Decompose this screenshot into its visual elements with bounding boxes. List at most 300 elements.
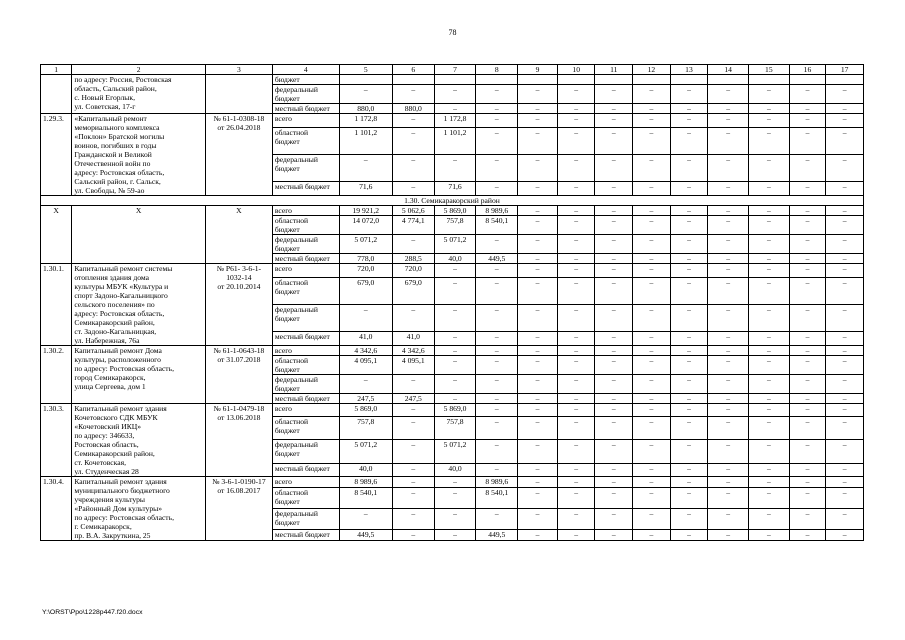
cell-text-line: бюджет [274,384,300,393]
value-cell: – [633,254,671,264]
value-cell: 5 869,0 [434,206,476,216]
value-cell: – [476,154,518,181]
document-reference [206,114,273,196]
value-cell: – [595,440,633,464]
value-cell: 757,8 [434,216,476,235]
value-cell: – [557,264,595,278]
value-cell: – [748,128,789,155]
value-cell: – [434,304,476,331]
value-cell: – [518,508,558,529]
item-number: 1.30.1. [41,264,72,346]
value-cell: – [434,508,476,529]
value-cell: – [633,104,671,114]
cell-text-line: федеральный [274,154,318,164]
value-cell: – [392,404,434,417]
value-cell: – [670,394,708,404]
table-row [41,206,864,216]
cell-text-line: бюджет [274,287,300,297]
value-cell: – [670,264,708,278]
value-cell: 5 869,0 [434,404,476,417]
value-cell: – [748,346,789,356]
value-cell: 449,5 [339,529,392,540]
value-cell: – [789,416,826,440]
value-cell: – [826,375,864,394]
table-row [41,477,864,488]
value-cell: – [748,114,789,128]
cell-text-line: всего [274,404,292,413]
value-cell: – [670,477,708,488]
value-cell: 1 172,8 [434,114,476,128]
column-number-header: 12 [633,65,671,75]
value-cell: – [392,304,434,331]
section-title: 1.30. Семикаракорский район [41,196,864,206]
value-cell: – [670,278,708,305]
value-cell: – [595,477,633,488]
value-cell: 5 071,2 [434,440,476,464]
column-number-header: 14 [708,65,749,75]
value-cell: – [789,346,826,356]
value-cell: 40,0 [434,464,476,477]
document-reference [206,346,273,404]
value-cell: 679,0 [339,278,392,305]
value-cell: – [595,181,633,195]
value-cell: 778,0 [339,254,392,264]
value-cell: 288,5 [392,254,434,264]
funding-source [272,529,339,540]
value-cell: – [633,464,671,477]
cell-text-line: Капитальный ремонт Дома [74,346,162,355]
value-cell: 5 071,2 [339,440,392,464]
value-cell [557,75,595,85]
cell-text-line: местный бюджет [274,529,330,539]
value-cell: – [708,128,749,155]
funding-source [272,356,339,375]
cell-text-line: Кочетовского СДК МБУК [74,413,158,422]
value-cell: – [789,304,826,331]
value-cell: – [748,394,789,404]
value-cell: 720,0 [392,264,434,278]
value-cell: – [595,254,633,264]
value-cell: – [708,181,749,195]
funding-source [272,304,339,331]
column-number-header: 9 [518,65,558,75]
value-cell: – [595,464,633,477]
value-cell: – [826,356,864,375]
cell-text-line: г. Семикаракорск, [74,522,132,531]
value-cell: – [476,331,518,345]
cell-text-line: адресу: Ростовская область, [74,168,165,177]
value-cell: – [557,394,595,404]
value-cell: – [708,346,749,356]
cell-text-line: «Поклон» Братской могилы [74,132,165,141]
value-cell: – [708,331,749,345]
value-cell: – [789,394,826,404]
cell-text-line: Х [135,206,142,215]
cell-text-line: Капитальный ремонт здания [74,477,167,486]
cell-text-line: местный бюджет [274,104,330,113]
value-cell: – [748,181,789,195]
value-cell: – [476,394,518,404]
column-number-header: 3 [206,65,273,75]
value-cell: – [748,508,789,529]
value-cell: – [633,154,671,181]
value-cell: – [748,488,789,509]
value-cell: – [557,235,595,254]
value-cell: – [633,404,671,417]
value-cell: – [476,356,518,375]
value-cell: 449,5 [476,529,518,540]
cell-text-line: от 20.10.2014 [217,282,261,291]
value-cell: – [748,331,789,345]
value-cell: – [826,304,864,331]
cell-text-line: всего [274,264,292,273]
value-cell: – [518,331,558,345]
value-cell: – [518,206,558,216]
value-cell: – [789,114,826,128]
value-cell [595,75,633,85]
cell-text-line: Ростовская область, [74,440,139,449]
object-name [72,206,206,264]
funding-source [272,488,339,509]
value-cell: – [476,278,518,305]
value-cell: – [557,304,595,331]
value-cell: 71,6 [339,181,392,195]
value-cell: 8 989,6 [476,206,518,216]
value-cell: – [826,278,864,305]
value-cell: – [518,488,558,509]
value-cell: – [748,416,789,440]
column-number-header: 17 [826,65,864,75]
value-cell: – [633,416,671,440]
value-cell: – [518,477,558,488]
cell-text-line: бюджет [274,313,300,323]
value-cell: 41,0 [339,331,392,345]
value-cell: – [557,529,595,540]
table-row [41,264,864,278]
value-cell: – [434,529,476,540]
value-cell: – [708,304,749,331]
cell-text-line: Семикаракорский район, [74,449,155,458]
file-path-footer: Y:\ORST\Ppo\1228p447.f20.docx [42,609,143,616]
cell-text-line: областной [274,356,309,365]
value-cell: – [670,128,708,155]
value-cell: 71,6 [434,181,476,195]
value-cell: – [518,85,558,104]
cell-text-line: по адресу: 346633, [74,431,135,440]
value-cell: – [670,464,708,477]
value-cell: – [708,254,749,264]
funding-source [272,404,339,417]
value-cell: – [789,216,826,235]
value-cell: – [476,181,518,195]
value-cell: – [633,206,671,216]
value-cell: – [826,529,864,540]
value-cell: 4 095,1 [339,356,392,375]
funding-source [272,206,339,216]
value-cell: – [708,394,749,404]
value-cell: – [670,404,708,417]
value-cell: – [670,375,708,394]
table-row [41,75,864,85]
value-cell: – [434,331,476,345]
value-cell: – [557,440,595,464]
value-cell: – [826,508,864,529]
value-cell [748,75,789,85]
value-cell: – [392,477,434,488]
cell-text-line: учреждения культуры [74,495,146,504]
value-cell: – [789,477,826,488]
cell-text-line: от 31.07.2018 [217,355,261,364]
value-cell: – [476,304,518,331]
cell-text-line: ст. Кочетовская, [74,458,126,467]
value-cell: – [708,416,749,440]
value-cell: – [708,154,749,181]
value-cell: – [708,85,749,104]
value-cell: – [557,346,595,356]
value-cell: – [633,477,671,488]
value-cell: 679,0 [392,278,434,305]
value-cell: – [518,254,558,264]
value-cell: – [748,85,789,104]
value-cell: – [339,508,392,529]
value-cell: – [434,488,476,509]
cell-text-line: местный бюджет [274,464,330,474]
value-cell: – [826,440,864,464]
cell-text-line: Х [236,206,242,215]
value-cell: – [476,114,518,128]
value-cell [434,75,476,85]
value-cell: – [557,331,595,345]
value-cell: – [789,264,826,278]
cell-text-line: с. Новый Егорлык, [74,93,135,102]
value-cell: – [670,206,708,216]
value-cell: – [392,488,434,509]
value-cell: – [557,278,595,305]
value-cell: – [518,304,558,331]
cell-text-line: ул. Студенческая 28 [74,467,139,476]
value-cell: – [557,477,595,488]
value-cell: – [595,508,633,529]
cell-text-line: федеральный [274,85,318,94]
cell-text-line: бюджет [274,497,300,507]
cell-text-line: бюджет [274,449,300,459]
value-cell: – [518,346,558,356]
value-cell: – [789,356,826,375]
value-cell: – [434,356,476,375]
value-cell: – [595,331,633,345]
column-number-header: 8 [476,65,518,75]
value-cell: – [434,85,476,104]
value-cell: – [557,114,595,128]
value-cell: 720,0 [339,264,392,278]
column-number-header: 15 [748,65,789,75]
value-cell: – [826,346,864,356]
value-cell: – [476,375,518,394]
value-cell: 247,5 [339,394,392,404]
value-cell: 5 071,2 [434,235,476,254]
item-number: Х [41,206,72,264]
value-cell: – [748,278,789,305]
value-cell: – [595,346,633,356]
table-row [41,346,864,356]
cell-text-line: «Районный Дом культуры» [74,504,163,513]
value-cell: – [789,464,826,477]
value-cell: 449,5 [476,254,518,264]
table-row [41,404,864,417]
value-cell: – [476,508,518,529]
value-cell: – [633,488,671,509]
value-cell: – [708,264,749,278]
value-cell: – [633,394,671,404]
cell-text-line: по адресу: Ростовская область, [74,364,174,373]
column-number-header: 2 [72,65,206,75]
value-cell: – [595,235,633,254]
cell-text-line: бюджет [274,137,300,147]
value-cell: – [392,508,434,529]
value-cell: – [708,104,749,114]
value-cell: – [476,440,518,464]
funding-source [272,331,339,345]
funding-source [272,440,339,464]
value-cell: 8 540,1 [476,488,518,509]
value-cell: – [518,264,558,278]
document-reference [206,477,273,541]
value-cell: – [392,154,434,181]
value-cell: – [595,114,633,128]
value-cell: – [789,128,826,155]
cell-text-line: ул. Свободы, № 59-ао [74,186,145,195]
cell-text-line: сельского поселения» по [74,300,155,309]
value-cell [789,75,826,85]
value-cell: – [595,216,633,235]
cell-text-line: отопления здания дома [74,273,150,282]
value-cell: – [670,331,708,345]
value-cell: – [633,181,671,195]
value-cell: – [518,440,558,464]
value-cell: – [595,128,633,155]
value-cell: 8 540,1 [339,488,392,509]
value-cell: – [748,304,789,331]
value-cell: – [595,416,633,440]
cell-text-line: 1032-14 [226,273,252,282]
value-cell: – [392,464,434,477]
funding-source [272,254,339,264]
cell-text-line: Семикаракорский район, [74,318,155,327]
value-cell: – [708,508,749,529]
cell-text-line: всего [274,206,292,215]
value-cell: – [826,254,864,264]
value-cell: – [557,104,595,114]
value-cell: – [826,216,864,235]
value-cell: – [633,85,671,104]
value-cell: – [595,375,633,394]
cell-text-line: Отечественной войн по [74,159,151,168]
value-cell: – [708,440,749,464]
cell-text-line: по адресу: Россия, Ростовская [74,75,172,84]
value-cell: 5 869,0 [339,404,392,417]
funding-source [272,394,339,404]
value-cell: 757,8 [339,416,392,440]
funding-source [272,181,339,195]
cell-text-line: № 61-1-0479-18 [213,404,265,413]
value-cell: 880,0 [392,104,434,114]
value-cell: – [826,331,864,345]
value-cell: – [434,477,476,488]
object-name [72,114,206,196]
document-reference [206,264,273,346]
value-cell: – [826,394,864,404]
value-cell: – [557,356,595,375]
document-reference [206,75,273,114]
value-cell: – [633,440,671,464]
value-cell: – [670,304,708,331]
value-cell: 8 989,6 [339,477,392,488]
value-cell: – [789,508,826,529]
value-cell: – [476,416,518,440]
cell-text-line: «Кочетовский ИКЦ» [74,422,142,431]
value-cell [633,75,671,85]
value-cell: – [595,529,633,540]
value-cell: – [748,440,789,464]
value-cell: – [518,128,558,155]
value-cell: – [557,488,595,509]
value-cell: – [476,104,518,114]
value-cell: – [339,304,392,331]
column-number-header: 6 [392,65,434,75]
value-cell: – [518,464,558,477]
value-cell: – [708,477,749,488]
funding-source [272,346,339,356]
item-number: 1.30.3. [41,404,72,477]
column-number-header: 10 [557,65,595,75]
cell-text-line: бюджет [274,365,300,374]
cell-text-line: ст. Задоно-Кагальницкая, [74,327,157,336]
value-cell: – [392,85,434,104]
value-cell: – [826,464,864,477]
value-cell: 40,0 [434,254,476,264]
cell-text-line: бюджет [274,517,300,527]
value-cell: – [826,154,864,181]
column-number-header: 13 [670,65,708,75]
value-cell: – [708,114,749,128]
value-cell [670,75,708,85]
value-cell: – [826,264,864,278]
value-cell: – [557,404,595,417]
value-cell: 880,0 [339,104,392,114]
column-number-header: 11 [595,65,633,75]
value-cell: – [595,206,633,216]
value-cell: – [557,206,595,216]
value-cell: – [518,416,558,440]
value-cell: – [434,375,476,394]
value-cell: – [633,346,671,356]
funding-source [272,464,339,477]
value-cell: – [748,529,789,540]
value-cell: – [595,154,633,181]
value-cell: – [789,331,826,345]
value-cell: – [670,356,708,375]
funding-source [272,114,339,128]
value-cell: – [633,508,671,529]
cell-text-line: воинов, погибших в годы [74,141,157,150]
value-cell: – [557,154,595,181]
cell-text-line: федеральный [274,508,318,518]
value-cell: – [826,104,864,114]
value-cell: 4 342,6 [339,346,392,356]
cell-text-line: от 13.06.2018 [217,413,261,422]
value-cell: – [633,264,671,278]
value-cell: – [339,154,392,181]
